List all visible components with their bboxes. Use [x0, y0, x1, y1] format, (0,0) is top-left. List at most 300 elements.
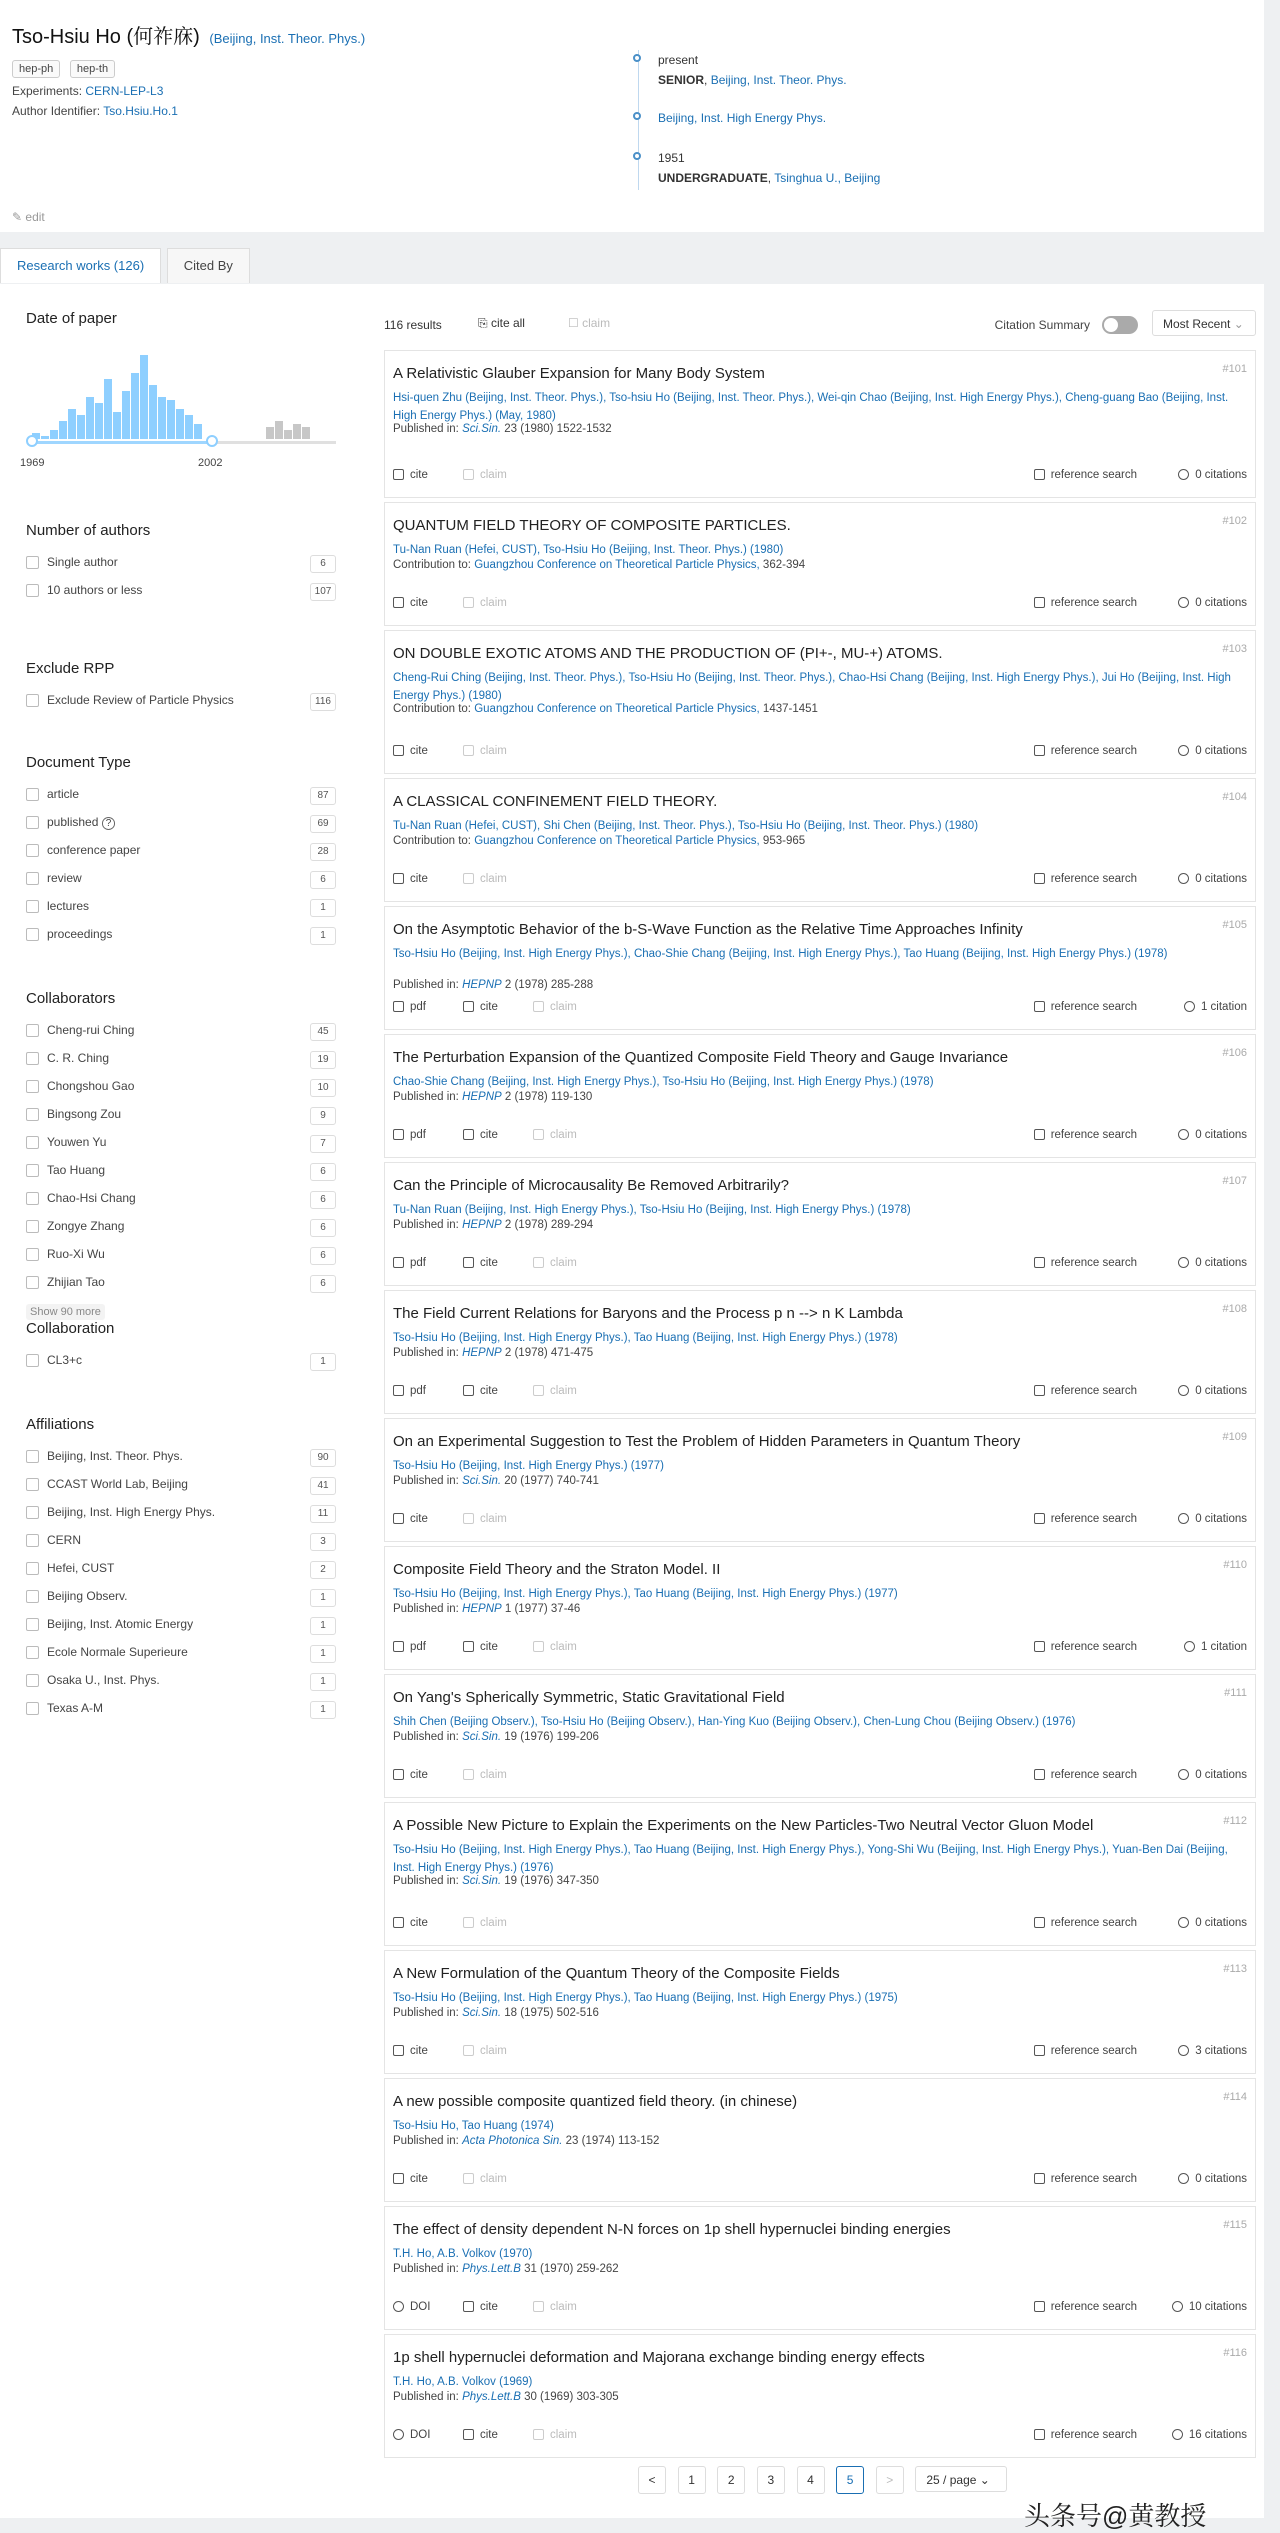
- help-icon[interactable]: ?: [102, 817, 116, 830]
- facet-item[interactable]: [26, 1449, 336, 1477]
- facet-item[interactable]: [26, 1533, 336, 1561]
- edit-button[interactable]: [12, 210, 45, 224]
- cite-button[interactable]: [463, 1129, 498, 1141]
- claim-button[interactable]: [463, 2045, 507, 2057]
- histogram-bar[interactable]: [176, 409, 184, 439]
- citations-button[interactable]: [1178, 1769, 1247, 1781]
- checkbox[interactable]: [26, 1450, 39, 1463]
- facet-item[interactable]: [26, 1163, 336, 1191]
- record-authors[interactable]: Tso-Hsiu Ho (Beijing, Inst. High Energy Phys.), Tao Huang (Beijing, Inst. High Energy Phys.), Yong-Shi Wu (Beijing, Inst. High Energy Phys.), Yuan-Ben Dai (Beijing, Inst. High Energy Phys.) (1976): [393, 1844, 1228, 1874]
- record-publication: [393, 1475, 599, 1487]
- record-title-link[interactable]: On an Experimental Suggestion to Test the Problem of Hidden Parameters in Quantum Theory: [393, 1433, 1021, 1450]
- facet-item[interactable]: [26, 871, 336, 899]
- record-title-link[interactable]: A Relativistic Glauber Expansion for Many Body System: [393, 365, 765, 382]
- facet-item-label: 10 authors or less: [47, 583, 143, 597]
- pdf-button[interactable]: [393, 1129, 426, 1141]
- result-card: [384, 1674, 1256, 1798]
- page-5-button[interactable]: 5: [836, 2466, 864, 2494]
- publication-details: 31 (1970) 259-262: [520, 2263, 619, 2275]
- record-title-link[interactable]: Composite Field Theory and the Straton Model. II: [393, 1561, 721, 1578]
- facet-item[interactable]: [26, 555, 336, 583]
- facet-item[interactable]: [26, 1051, 336, 1079]
- citations-button[interactable]: [1184, 1001, 1247, 1013]
- checkbox[interactable]: [26, 1354, 39, 1367]
- claim-button[interactable]: [533, 1385, 577, 1397]
- result-card: [384, 502, 1256, 626]
- facet-item[interactable]: [26, 1505, 336, 1533]
- histogram-bar[interactable]: [149, 385, 157, 439]
- checkbox[interactable]: [26, 1108, 39, 1121]
- facet-item[interactable]: [26, 1023, 336, 1051]
- cite-button[interactable]: [463, 1257, 498, 1269]
- citations-icon: [1178, 1129, 1189, 1140]
- date-slider-min-handle[interactable]: [26, 435, 38, 447]
- reference-search-label: reference search: [1050, 1385, 1137, 1397]
- record-authors[interactable]: Tu-Nan Ruan (Hefei, CUST), Tso-Hsiu Ho (Beijing, Inst. Theor. Phys.) (1980): [393, 544, 784, 556]
- facet-item[interactable]: [26, 693, 336, 721]
- facet-doctype: [26, 754, 336, 955]
- record-title-link[interactable]: On Yang's Spherically Symmetric, Static Gravitational Field: [393, 1689, 785, 1706]
- checkbox[interactable]: [26, 1192, 39, 1205]
- claim-button[interactable]: [533, 1001, 577, 1013]
- record-title-link[interactable]: A new possible composite quantized field theory. (in chinese): [393, 2093, 798, 2110]
- record-title-link[interactable]: Can the Principle of Microcausality Be Removed Arbitrarily?: [393, 1177, 789, 1194]
- checkbox[interactable]: [26, 1534, 39, 1547]
- claim-icon: [463, 597, 474, 608]
- checkbox[interactable]: [26, 1562, 39, 1575]
- reference-search-button[interactable]: [1034, 1513, 1137, 1525]
- citations-button[interactable]: [1178, 2173, 1247, 2185]
- facet-item[interactable]: [26, 843, 336, 871]
- reference-search-label: reference search: [1050, 1513, 1137, 1525]
- tab-cited-by[interactable]: Cited By: [167, 248, 250, 283]
- next-page-button[interactable]: >: [876, 2466, 904, 2494]
- cite-button[interactable]: [393, 2045, 428, 2057]
- link-icon: [393, 2429, 404, 2440]
- record-authors[interactable]: Tu-Nan Ruan (Beijing, Inst. High Energy Phys.), Tso-Hsiu Ho (Beijing, Inst. High Energy Phys.) (1978): [393, 1204, 911, 1216]
- record-number: #111: [1224, 1687, 1247, 1699]
- journal-name: HEPNP: [462, 979, 502, 991]
- cite-label: cite: [410, 1769, 428, 1781]
- facet-item[interactable]: [26, 899, 336, 927]
- facet-item-count: 2: [310, 1561, 336, 1579]
- record-title-link[interactable]: QUANTUM FIELD THEORY OF COMPOSITE PARTICLES.: [393, 517, 791, 534]
- journal-name: Sci.Sin.: [462, 2007, 502, 2019]
- facet-item-label: Cheng-rui Ching: [47, 1023, 135, 1037]
- facet-item[interactable]: [26, 787, 336, 815]
- record-title-link[interactable]: 1p shell hypernuclei deformation and Majorana exchange binding energy effects: [393, 2349, 925, 2366]
- prev-page-button[interactable]: <: [638, 2466, 666, 2494]
- facet-item[interactable]: [26, 1645, 336, 1673]
- citations-button[interactable]: [1178, 1385, 1247, 1397]
- checkbox[interactable]: [26, 1164, 39, 1177]
- facet-item-label: Chongshou Gao: [47, 1079, 135, 1093]
- publication-prefix: Published in:: [393, 1091, 459, 1103]
- record-authors[interactable]: T.H. Ho, A.B. Volkov (1969): [393, 2376, 533, 2388]
- facet-item[interactable]: [26, 1673, 336, 1701]
- reference-search-button[interactable]: [1034, 1769, 1137, 1781]
- cite-button[interactable]: [393, 469, 428, 481]
- page-4-button[interactable]: 4: [797, 2466, 825, 2494]
- claim-button[interactable]: [533, 1129, 577, 1141]
- claim-button[interactable]: [463, 1769, 507, 1781]
- cite-button[interactable]: [393, 1513, 428, 1525]
- claim-button[interactable]: [463, 469, 507, 481]
- reference-search-button[interactable]: [1034, 1257, 1137, 1269]
- reference-search-button[interactable]: [1034, 1001, 1137, 1013]
- reference-search-button[interactable]: [1034, 469, 1137, 481]
- facet-item[interactable]: [26, 583, 336, 611]
- facet-item-count: 116: [310, 693, 336, 711]
- reference-search-icon: [1034, 1001, 1045, 1012]
- facet-item[interactable]: [26, 815, 336, 843]
- checkbox[interactable]: [26, 1506, 39, 1519]
- timeline-institution-link[interactable]: Beijing, Inst. High Energy Phys.: [658, 111, 827, 125]
- claim-button[interactable]: [533, 2301, 577, 2313]
- reference-search-label: reference search: [1050, 1769, 1137, 1781]
- record-actions: [393, 2045, 1247, 2063]
- pdf-button[interactable]: [393, 1385, 426, 1397]
- conference-link[interactable]: Guangzhou Conference on Theoretical Particle Physics,: [474, 559, 760, 571]
- result-card: [384, 2334, 1256, 2458]
- reference-search-button[interactable]: [1034, 1917, 1137, 1929]
- reference-search-button[interactable]: [1034, 2301, 1137, 2313]
- citations-count: 0 citations: [1195, 873, 1247, 885]
- facet-item[interactable]: [26, 1275, 336, 1303]
- citations-button[interactable]: [1178, 1917, 1247, 1929]
- doi-button[interactable]: [393, 2301, 430, 2313]
- checkbox[interactable]: [26, 788, 39, 801]
- publication-details: 30 (1969) 303-305: [520, 2391, 619, 2403]
- record-authors[interactable]: Tso-Hsiu Ho (Beijing, Inst. High Energy Phys.) (1977): [393, 1460, 664, 1472]
- cite-button[interactable]: [463, 1385, 498, 1397]
- claim-label: claim: [480, 1513, 507, 1525]
- claim-button[interactable]: [463, 1917, 507, 1929]
- histogram-bar[interactable]: [275, 421, 283, 439]
- record-actions: [393, 597, 1247, 615]
- record-actions: [393, 1917, 1247, 1935]
- facet-item[interactable]: [26, 1353, 336, 1381]
- cite-button[interactable]: [393, 745, 428, 757]
- reference-search-button[interactable]: [1034, 1129, 1137, 1141]
- conference-link[interactable]: Guangzhou Conference on Theoretical Particle Physics,: [474, 703, 760, 715]
- reference-search-icon: [1034, 1513, 1045, 1524]
- claim-label: claim: [480, 745, 507, 757]
- reference-search-button[interactable]: [1034, 2173, 1137, 2185]
- facet-item-count: 41: [310, 1477, 336, 1495]
- checkbox[interactable]: [26, 1276, 39, 1289]
- tab-research-works[interactable]: Research works (126): [0, 248, 161, 283]
- facet-item[interactable]: [26, 1701, 336, 1729]
- facet-item[interactable]: [26, 1219, 336, 1247]
- histogram-bar[interactable]: [104, 379, 112, 439]
- publication-details: 19 (1976) 199-206: [501, 1731, 599, 1743]
- claim-icon: [533, 2301, 544, 2312]
- doi-label: DOI: [410, 2429, 431, 2441]
- reference-search-label: reference search: [1050, 2301, 1137, 2313]
- cite-button[interactable]: [393, 2173, 428, 2185]
- record-title-link[interactable]: ON DOUBLE EXOTIC ATOMS AND THE PRODUCTION OF (PI+-, MU-+) ATOMS.: [393, 645, 943, 662]
- date-slider-track[interactable]: [32, 441, 212, 444]
- checkbox[interactable]: [26, 1590, 39, 1603]
- checkbox[interactable]: [26, 844, 39, 857]
- cite-icon: [463, 1385, 474, 1396]
- journal-name: HEPNP: [462, 1091, 502, 1103]
- pdf-button[interactable]: [393, 1641, 426, 1653]
- facet-item[interactable]: [26, 1079, 336, 1107]
- conference-link[interactable]: Guangzhou Conference on Theoretical Particle Physics,: [474, 835, 760, 847]
- record-number: #112: [1223, 1815, 1247, 1827]
- page-2-button[interactable]: 2: [717, 2466, 745, 2494]
- page-3-button[interactable]: 3: [757, 2466, 785, 2494]
- tag-hep-ph[interactable]: hep-ph: [12, 60, 60, 78]
- checkbox[interactable]: [26, 1702, 39, 1715]
- record-authors[interactable]: Tu-Nan Ruan (Hefei, CUST), Shi Chen (Beijing, Inst. Theor. Phys.), Tso-Hsiu Ho (Beijing, Inst. Theor. Phys.) (1980): [393, 820, 979, 832]
- citations-button[interactable]: [1178, 1129, 1247, 1141]
- result-card: [384, 1546, 1256, 1670]
- facet-item-count: 1: [310, 927, 336, 945]
- facet-item[interactable]: [26, 1477, 336, 1505]
- claim-button[interactable]: [533, 2429, 577, 2441]
- cite-button[interactable]: [393, 873, 428, 885]
- reference-search-label: reference search: [1050, 2045, 1137, 2057]
- checkbox[interactable]: [26, 1674, 39, 1687]
- facet-item[interactable]: [26, 1247, 336, 1275]
- cite-button[interactable]: [463, 2301, 498, 2313]
- citations-button[interactable]: [1178, 873, 1247, 885]
- result-card: [384, 350, 1256, 498]
- result-card: [384, 2206, 1256, 2330]
- cite-icon: [393, 1769, 404, 1780]
- record-publication: [393, 423, 612, 435]
- cite-button[interactable]: [463, 1641, 498, 1653]
- record-publication: [393, 2391, 619, 2403]
- citations-count: 0 citations: [1195, 1513, 1247, 1525]
- checkbox[interactable]: [26, 1646, 39, 1659]
- histogram-bar[interactable]: [113, 412, 121, 439]
- checkbox[interactable]: [26, 928, 39, 941]
- facet-item[interactable]: [26, 1561, 336, 1589]
- histogram-bar[interactable]: [131, 373, 139, 439]
- checkbox[interactable]: [26, 556, 39, 569]
- histogram-bar[interactable]: [68, 409, 76, 439]
- checkbox[interactable]: [26, 900, 39, 913]
- show-more-button[interactable]: Show 90 more: [26, 1304, 105, 1320]
- claim-button[interactable]: [568, 316, 610, 330]
- pdf-button[interactable]: [393, 1257, 426, 1269]
- publication-prefix: Published in:: [393, 1219, 459, 1231]
- result-card: [384, 1162, 1256, 1286]
- date-slider-max-handle[interactable]: [206, 435, 218, 447]
- histogram-bar[interactable]: [185, 415, 193, 439]
- publication-details: 18 (1975) 502-516: [501, 2007, 599, 2019]
- histogram-bar[interactable]: [140, 355, 148, 439]
- citation-summary-toggle[interactable]: [1102, 316, 1138, 334]
- claim-button[interactable]: [463, 745, 507, 757]
- pdf-label: pdf: [410, 1257, 426, 1269]
- checkbox[interactable]: [26, 872, 39, 885]
- facet-item-label: Hefei, CUST: [47, 1561, 115, 1575]
- record-title-link[interactable]: A CLASSICAL CONFINEMENT FIELD THEORY.: [393, 793, 718, 810]
- record-authors[interactable]: Tso-Hsiu Ho (Beijing, Inst. High Energy Phys.), Chao-Shie Chang (Beijing, Inst. High Energy Phys.), Tao Huang (Beijing, Inst. High Energy Phys.) (1978): [393, 948, 1168, 960]
- author-id-link[interactable]: Tso.Hsiu.Ho.1: [103, 104, 178, 118]
- histogram-bar[interactable]: [284, 430, 292, 439]
- claim-button[interactable]: [463, 597, 507, 609]
- record-authors[interactable]: Chao-Shie Chang (Beijing, Inst. High Energy Phys.), Tso-Hsiu Ho (Beijing, Inst. High Energy Phys.) (1978): [393, 1076, 934, 1088]
- record-authors[interactable]: Tso-Hsiu Ho (Beijing, Inst. High Energy Phys.), Tao Huang (Beijing, Inst. High Energy Phys.) (1975): [393, 1992, 898, 2004]
- record-title-link[interactable]: A Possible New Picture to Explain the Experiments on the New Particles-Two Neutral Vector Gluon Model: [393, 1817, 1094, 1834]
- doi-label: DOI: [410, 2301, 431, 2313]
- record-authors[interactable]: Hsi-quen Zhu (Beijing, Inst. Theor. Phys.), Tso-hsiu Ho (Beijing, Inst. Theor. Phys.), Wei-qin Chao (Beijing, Inst. High Energy Phys.), Cheng-guang Bao (Beijing, Inst. High Energy Phys.) (May, 1980): [393, 392, 1229, 422]
- record-authors[interactable]: Tso-Hsiu Ho, Tao Huang (1974): [393, 2120, 554, 2132]
- cite-label: cite: [410, 597, 428, 609]
- checkbox[interactable]: [26, 816, 39, 829]
- histogram-bar[interactable]: [86, 397, 94, 439]
- reference-search-icon: [1034, 1385, 1045, 1396]
- histogram-bar[interactable]: [95, 403, 103, 439]
- publication-details: 23 (1974) 113-152: [562, 2135, 660, 2147]
- checkbox[interactable]: [26, 694, 39, 707]
- reference-search-button[interactable]: [1034, 745, 1137, 757]
- record-publication: [393, 1347, 593, 1359]
- record-authors[interactable]: Tso-Hsiu Ho (Beijing, Inst. High Energy Phys.), Tao Huang (Beijing, Inst. High Energy Phys.) (1978): [393, 1332, 898, 1344]
- publication-prefix: Contribution to:: [393, 559, 471, 571]
- checkbox[interactable]: [26, 1220, 39, 1233]
- sort-select[interactable]: [1152, 310, 1256, 336]
- claim-button[interactable]: [533, 1641, 577, 1653]
- facet-item[interactable]: [26, 1191, 336, 1219]
- timeline-date: present: [658, 53, 699, 67]
- timeline-institution-link[interactable]: Tsinghua U., Beijing: [774, 171, 881, 185]
- facet-item-label: Ruo-Xi Wu: [47, 1247, 105, 1261]
- author-id-label: Author Identifier:: [12, 104, 101, 118]
- cite-button[interactable]: [393, 1769, 428, 1781]
- facet-item[interactable]: [26, 927, 336, 955]
- citations-button[interactable]: [1178, 469, 1247, 481]
- reference-search-button[interactable]: [1034, 1641, 1137, 1653]
- cite-button[interactable]: [393, 597, 428, 609]
- facet-item[interactable]: [26, 1135, 336, 1163]
- record-actions: [393, 1001, 1247, 1019]
- claim-icon: [463, 2045, 474, 2056]
- histogram-bar[interactable]: [158, 397, 166, 439]
- reference-search-button[interactable]: [1034, 2045, 1137, 2057]
- checkbox[interactable]: [26, 1248, 39, 1261]
- facet-item[interactable]: [26, 1617, 336, 1645]
- doi-button[interactable]: [393, 2429, 430, 2441]
- checkbox[interactable]: [26, 1618, 39, 1631]
- citations-count: 3 citations: [1195, 2045, 1247, 2057]
- edit-label: edit: [25, 210, 45, 224]
- facet-item-label: Tao Huang: [47, 1163, 106, 1177]
- citations-button[interactable]: [1178, 597, 1247, 609]
- checkbox[interactable]: [26, 1136, 39, 1149]
- facet-title: Collaborators: [26, 990, 116, 1007]
- cite-button[interactable]: [463, 1001, 498, 1013]
- claim-button[interactable]: [463, 873, 507, 885]
- histogram-bar[interactable]: [50, 430, 58, 439]
- facet-item-label: C. R. Ching: [47, 1051, 110, 1065]
- citations-button[interactable]: [1172, 2301, 1247, 2313]
- date-histogram[interactable]: [20, 343, 336, 473]
- cite-button[interactable]: [393, 1917, 428, 1929]
- histogram-bar[interactable]: [122, 391, 130, 439]
- claim-icon: [533, 1385, 544, 1396]
- claim-button[interactable]: [463, 1513, 507, 1525]
- citations-button[interactable]: [1184, 1641, 1247, 1653]
- result-card: [384, 1418, 1256, 1542]
- main-panel: [0, 284, 1264, 2518]
- cite-all-button[interactable]: [478, 316, 525, 331]
- record-title-link[interactable]: The Field Current Relations for Baryons and the Process p n --> n K Lambda: [393, 1305, 903, 1322]
- reference-search-button[interactable]: [1034, 1385, 1137, 1397]
- cite-icon: [393, 873, 404, 884]
- cite-label: cite: [480, 2429, 498, 2441]
- checkbox[interactable]: [26, 1080, 39, 1093]
- record-authors[interactable]: Cheng-Rui Ching (Beijing, Inst. Theor. Phys.), Tso-Hsiu Ho (Beijing, Inst. Theor. Phys.), Chao-Hsi Chang (Beijing, Inst. High Energy Phys.), Jui Ho (Beijing, Inst. High Energy Phys.) (1980): [393, 672, 1231, 702]
- facet-item[interactable]: [26, 1589, 336, 1617]
- record-authors[interactable]: T.H. Ho, A.B. Volkov (1970): [393, 2248, 533, 2260]
- checkbox[interactable]: [26, 1052, 39, 1065]
- citations-button[interactable]: [1178, 1257, 1247, 1269]
- facet-item[interactable]: [26, 1107, 336, 1135]
- experiment-link[interactable]: CERN-LEP-L3: [85, 84, 164, 98]
- record-title-link[interactable]: The effect of density dependent N-N forces on 1p shell hypernuclei binding energies: [393, 2221, 951, 2238]
- record-authors[interactable]: Tso-Hsiu Ho (Beijing, Inst. High Energy Phys.), Tao Huang (Beijing, Inst. High Energy Phys.) (1977): [393, 1588, 898, 1600]
- facet-item-count: 6: [310, 1247, 336, 1265]
- reference-search-button[interactable]: [1034, 597, 1137, 609]
- histogram-bar[interactable]: [302, 427, 310, 439]
- histogram-bar[interactable]: [59, 421, 67, 439]
- claim-button[interactable]: [463, 2173, 507, 2185]
- cite-icon: [393, 2045, 404, 2056]
- citations-count: 16 citations: [1188, 2429, 1247, 2441]
- reference-search-button[interactable]: [1034, 873, 1137, 885]
- record-authors[interactable]: Shih Chen (Beijing Observ.), Tso-Hsiu Ho (Beijing Observ.), Han-Ying Kuo (Beijing Observ.), Chen-Lung Chou (Beijing Observ.) (1976): [393, 1716, 1076, 1728]
- timeline-dot-icon: [633, 152, 641, 160]
- claim-button[interactable]: [533, 1257, 577, 1269]
- citations-button[interactable]: [1178, 745, 1247, 757]
- author-affiliation-link[interactable]: (Beijing, Inst. Theor. Phys.): [209, 31, 366, 46]
- reference-search-button[interactable]: [1034, 2429, 1137, 2441]
- timeline-institution-link[interactable]: Beijing, Inst. Theor. Phys.: [710, 73, 847, 87]
- date-slider-track-rest[interactable]: [212, 441, 336, 444]
- cite-button[interactable]: [463, 2429, 498, 2441]
- checkbox[interactable]: [26, 584, 39, 597]
- citations-button[interactable]: [1178, 2045, 1247, 2057]
- tag-hep-th[interactable]: hep-th: [70, 60, 115, 78]
- histogram-bar[interactable]: [293, 424, 301, 439]
- histogram-bar[interactable]: [167, 400, 175, 439]
- record-title-link[interactable]: On the Asymptotic Behavior of the b-S-Wave Function as the Relative Time Approaches Infinity: [393, 921, 1023, 938]
- histogram-bar[interactable]: [266, 427, 274, 439]
- histogram-bar[interactable]: [194, 424, 202, 439]
- publication-details: 1 (1977) 37-46: [501, 1603, 581, 1615]
- page-size-select[interactable]: 25 / page ⌄: [915, 2466, 1007, 2492]
- histogram-bar[interactable]: [77, 415, 85, 439]
- checkbox[interactable]: [26, 1024, 39, 1037]
- record-title-link[interactable]: A New Formulation of the Quantum Theory of the Composite Fields: [393, 1965, 840, 1982]
- record-title-link[interactable]: The Perturbation Expansion of the Quantized Composite Field Theory and Gauge Invariance: [393, 1049, 1009, 1066]
- checkbox[interactable]: [26, 1478, 39, 1491]
- page-1-button[interactable]: 1: [678, 2466, 706, 2494]
- citations-button[interactable]: [1172, 2429, 1247, 2441]
- citations-button[interactable]: [1178, 1513, 1247, 1525]
- citations-icon: [1178, 1917, 1189, 1928]
- pdf-button[interactable]: [393, 1001, 426, 1013]
- histogram-bar[interactable]: [41, 436, 49, 439]
- journal-name: Phys.Lett.B: [462, 2391, 521, 2403]
